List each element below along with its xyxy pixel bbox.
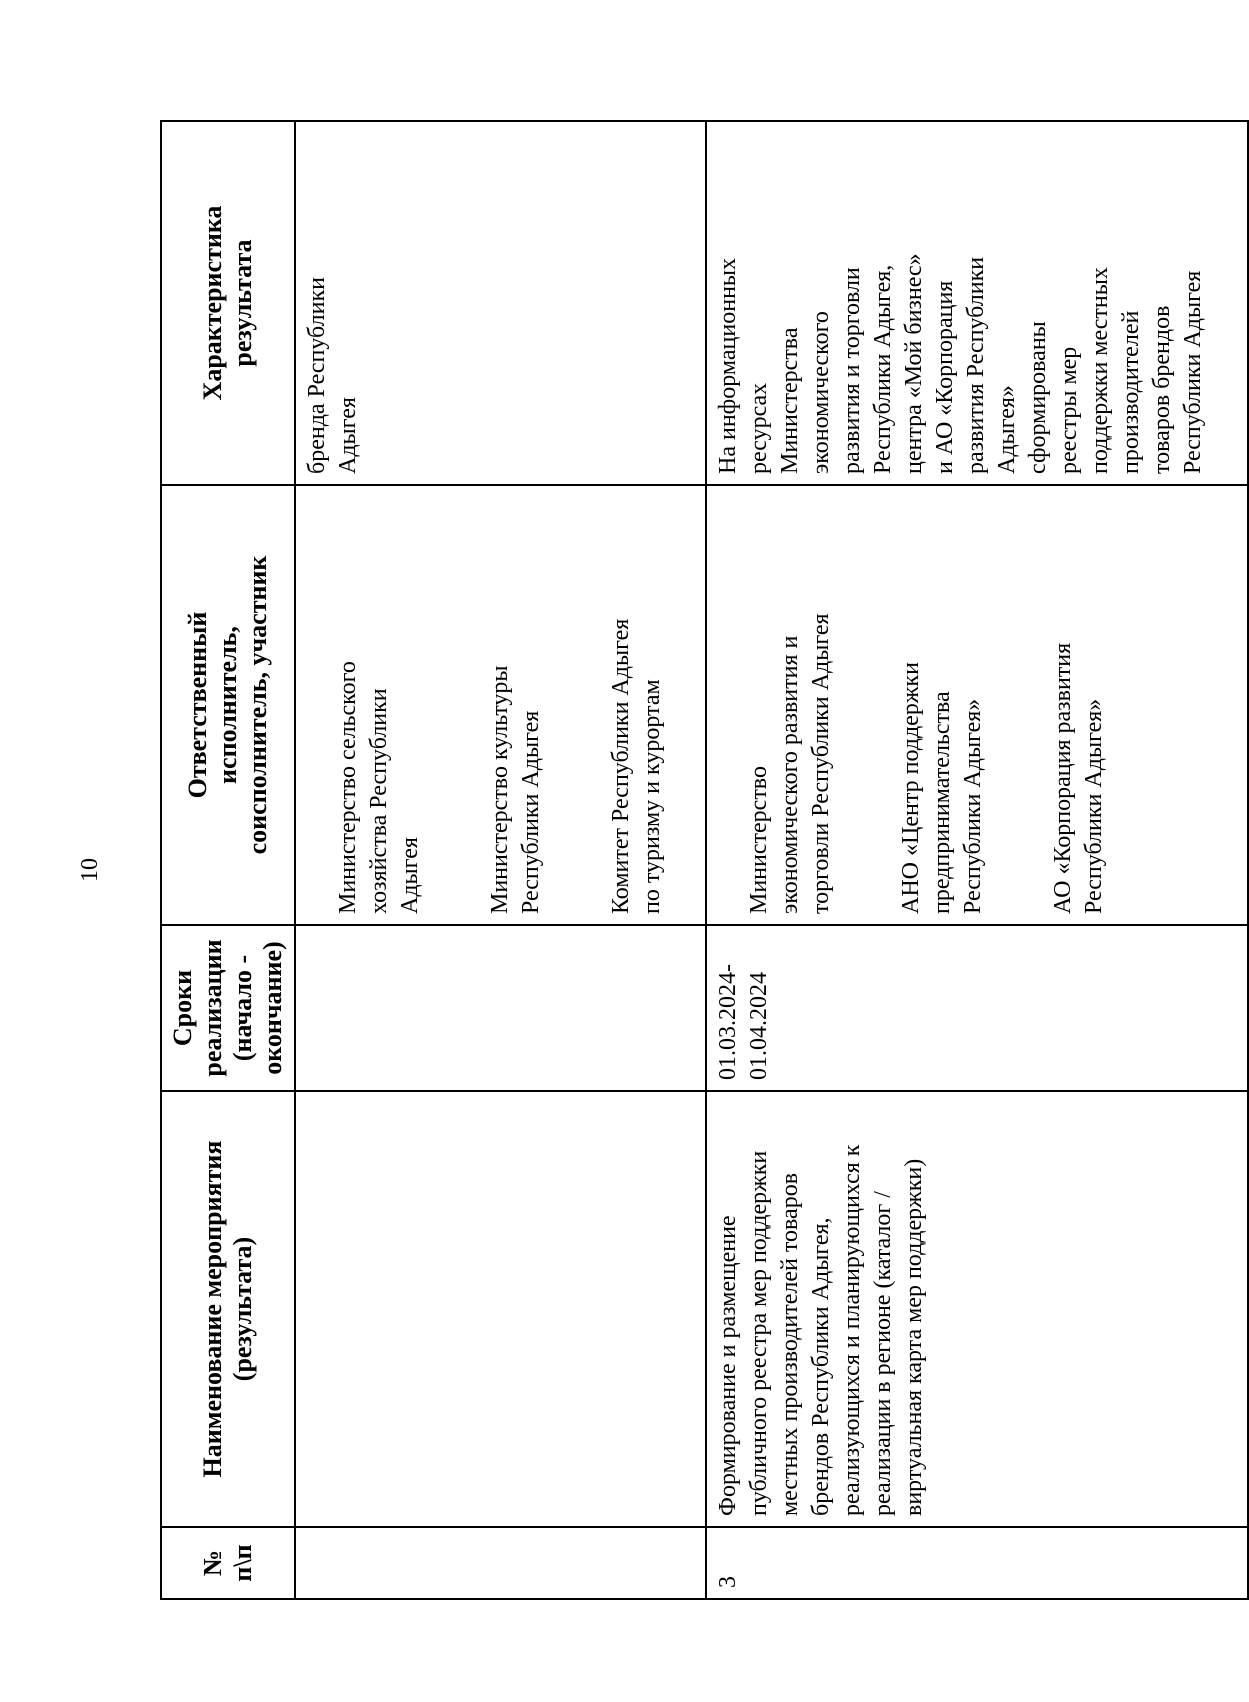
- cell-dates: [295, 925, 706, 1091]
- cell-measure-name: Формирование и размещение публичного реестра мер поддержки местных производителей товаров брендов Республики Адыгея, реализующихся и планирующихся к реализации в регионе (каталог / виртуальная карта мер поддержки): [706, 1091, 1248, 1527]
- cell-characteristic: На информационных ресурсах Министерства экономического развития и торговли Республики Адыгея, центра «Мой бизнес» и АО «Корпорация развития Республики Адыгея» сформированы реестры мер поддержки местных производителей товаров брендов Республики Адыгея: [706, 121, 1248, 485]
- header-number: № п\п: [161, 1527, 295, 1599]
- header-measure-name: Наименование мероприятия (результата): [161, 1091, 295, 1527]
- cell-number: [295, 1527, 706, 1599]
- cell-executors: [295, 485, 706, 925]
- table-row: [295, 121, 706, 1599]
- executor-entry: Комитет Республики Адыгея по туризму и курортам: [608, 618, 665, 914]
- executor-entry: Министерство сельского хозяйства Республики Адыгея: [335, 661, 423, 914]
- header-dates: Сроки реализации (начало - окончание): [161, 925, 295, 1091]
- header-executor: Ответственный исполнитель, соисполнитель, участник: [161, 485, 295, 925]
- executor-entry: Министерство экономического развития и торговли Республики Адыгея: [746, 613, 834, 914]
- table-row: [706, 121, 1248, 1599]
- executor-entry: АНО «Центр поддержки предпринимательства Республики Адыгея»: [898, 662, 986, 914]
- table-header-row: [161, 121, 295, 1599]
- cell-dates: 01.03.2024- 01.04.2024: [706, 925, 1248, 1091]
- executor-entry: Министерство культуры Республики Адыгея: [487, 665, 544, 914]
- measures-table-wrapper: [160, 122, 1206, 1600]
- cell-executors: [706, 485, 1248, 925]
- page-number: 10: [77, 858, 103, 882]
- cell-measure-name: [295, 1091, 706, 1527]
- cell-characteristic: бренда Республики Адыгея: [295, 121, 706, 485]
- cell-number: 3: [706, 1527, 1248, 1599]
- measures-table: [160, 120, 1249, 1600]
- executor-entry: АО «Корпорация развития Республики Адыгея»: [1050, 642, 1107, 914]
- header-characteristic: Характеристика результата: [161, 121, 295, 485]
